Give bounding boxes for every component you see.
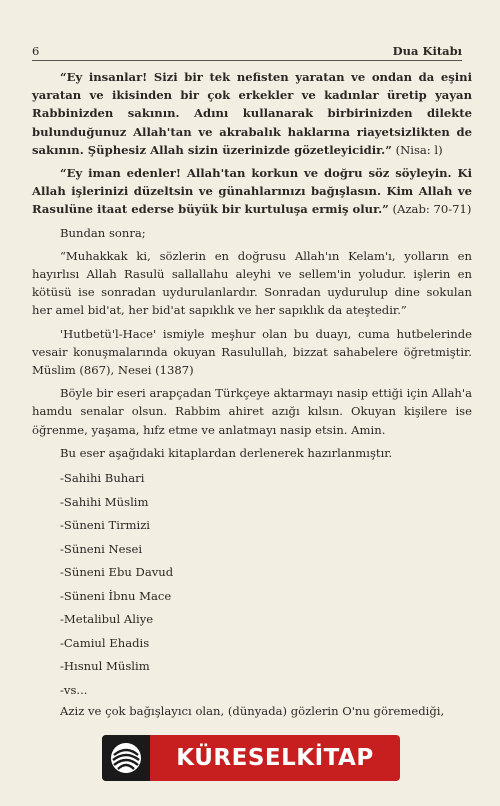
body-paragraph: “Muhakkak ki, sözlerin en doğrusu Allah'ın Kelam'ı, yolların en hayırlısı Allah Rasulü sallallahu aleyhi ve sellem'in yoludur. işlerin en kötüsü ise sonradan uydurulanlardır. Sonradan uydurulup dine sokulan her amel bid'at, her bid'at sapıklık ve her sapıklık da ateştedir.”	[32, 248, 472, 318]
page-body	[32, 68, 472, 725]
list-item: -Süneni İbnu Mace	[60, 588, 172, 603]
list-item: -Süneni Ebu Davud	[60, 565, 174, 580]
globe-logo-icon	[102, 735, 150, 781]
list-item: -Hısnul Müslim	[60, 659, 150, 674]
verse-paragraph	[32, 164, 472, 219]
book-title: Dua Kitabı	[392, 44, 462, 58]
body-paragraph: Aziz ve çok bağışlayıcı olan, (dünyada) gözlerin O'nu göremediği,	[60, 704, 445, 719]
list-item: -Süneni Tirmizi	[60, 518, 151, 533]
list-item: -Sahihi Müslim	[60, 494, 149, 509]
verse-text: “Ey iman edenler! Allah'tan korkun ve doğru söz söyleyin. Ki Allah işlerinizi düzeltsin ve günahlarınızı bağışlasın. Kim Allah ve Rasulüne itaat ederse büyük bir kurtuluşa ermiş olur.”	[32, 166, 472, 217]
body-paragraph: Böyle bir eseri arapçadan Türkçeye aktarmayı nasip ettiği için Allah'a hamdu senalar olsun. Rabbim ahiret azığı kılsın. Okuyan kişilere ise öğrenme, yaşama, hıfz etme ve anlatmayı nasip etsin. Amin.	[32, 386, 472, 437]
watermark-banner	[102, 735, 400, 781]
list-item: -Süneni Nesei	[60, 541, 143, 556]
list-item: -Metalibul Aliye	[60, 612, 154, 627]
verse-reference: (Nisa: l)	[391, 142, 443, 157]
body-paragraph: 'Hutbetü'l-Hace' ismiyle meşhur olan bu duayı, cuma hutbelerinde vesair konuşmalarında okuyan Rasulullah, bizzat sahabelere öğretmiştir. Müslim (867), Nesei (1387)	[32, 326, 472, 378]
list-item: -Sahihi Buhari	[60, 471, 145, 486]
verse-text: “Ey insanlar! Sizi bir tek nefisten yaratan ve ondan da eşini yaratan ve ikisinden bir çok erkekler ve kadınlar üretip yayan Rabbinizden sakının. Adını kullanarak birbirinizden dilekte bulunduğunuz Allah'tan ve akrabalık haklarına riayetsizlikten de sakının. Şüphesiz Allah sizin üzerinizde gözetleyicidir.”	[32, 70, 472, 157]
verse-paragraph	[32, 68, 472, 159]
list-item: -Camiul Ehadis	[60, 635, 150, 650]
body-paragraph: Bu eser aşağıdaki kitaplardan derlenerek hazırlanmıştır.	[60, 445, 393, 460]
sources-list	[32, 467, 472, 702]
verse-reference: (Azab: 70-71)	[388, 202, 472, 217]
page-header	[32, 44, 462, 61]
watermark-text: KÜRESELKİTAP	[176, 745, 374, 771]
list-item: -vs...	[60, 682, 88, 697]
body-paragraph: Bundan sonra;	[60, 225, 146, 240]
page-number: 6	[32, 44, 40, 58]
